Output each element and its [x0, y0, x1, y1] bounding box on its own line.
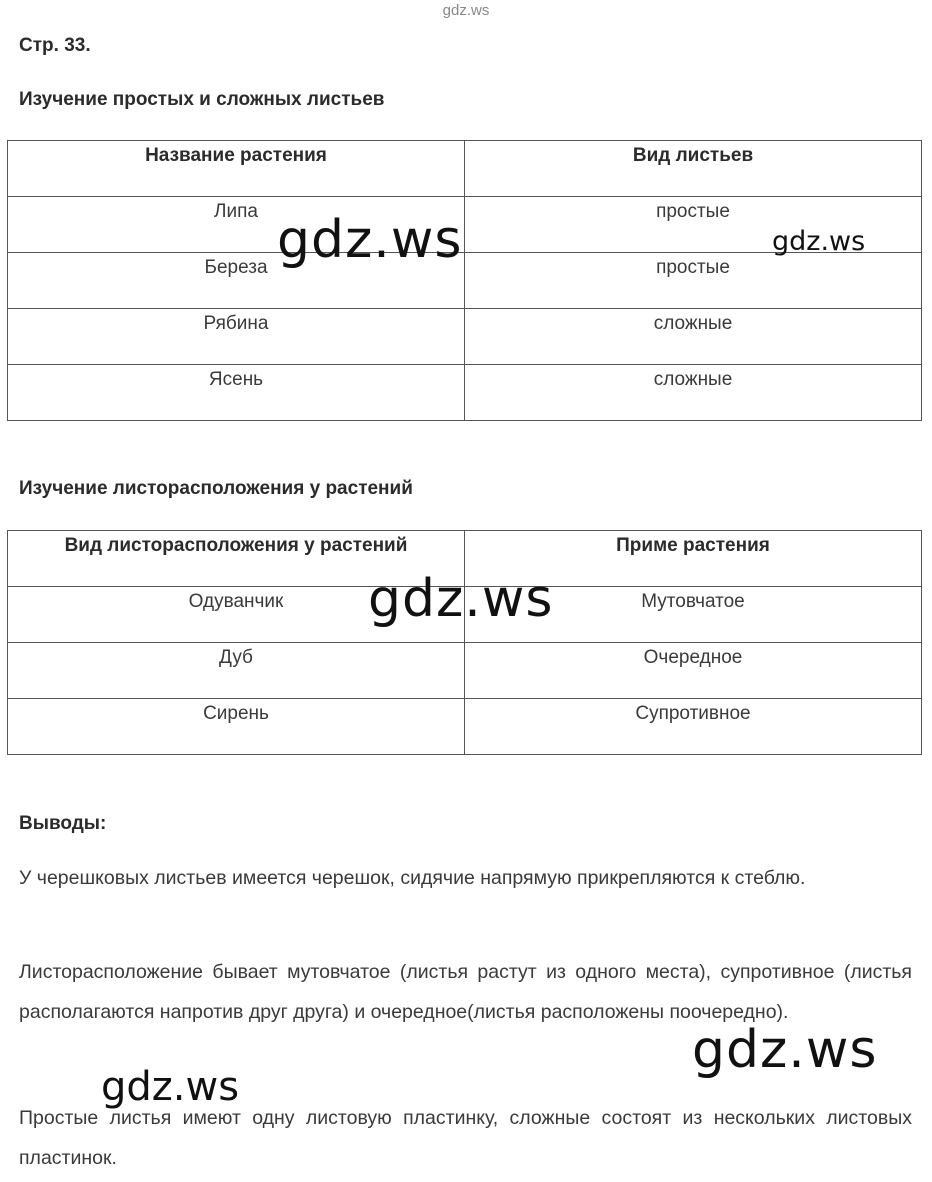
conclusion-paragraph-1: У черешковых листьев имеется черешок, сидячие напрямую прикрепляются к стеблю. — [19, 867, 806, 889]
table-cell: простые — [465, 253, 922, 309]
table-cell: Одуванчик — [8, 587, 465, 643]
column-header-plant-example: Приме растения — [465, 531, 922, 587]
table-cell: Сирень — [8, 699, 465, 755]
table-row — [8, 365, 922, 421]
leaf-arrangement-table — [7, 530, 922, 755]
watermark: gdz.ws — [101, 1064, 240, 1110]
column-header-leaf-type: Вид листьев — [465, 141, 922, 197]
table-row — [8, 699, 922, 755]
table-cell: сложные — [465, 309, 922, 365]
watermark: gdz.ws — [368, 569, 554, 629]
column-header-arrangement-type: Вид листорасположения у растений — [8, 531, 465, 587]
table-cell: Очередное — [465, 643, 922, 699]
watermark: gdz.ws — [772, 226, 866, 257]
table-header-row — [8, 141, 922, 197]
conclusions-heading: Выводы: — [19, 813, 107, 834]
section1-heading: Изучение простых и сложных листьев — [19, 89, 385, 110]
table-cell: сложные — [465, 365, 922, 421]
watermark-top: gdz.ws — [442, 2, 490, 19]
table-cell: Рябина — [8, 309, 465, 365]
conclusion-paragraph-2: Листорасположение бывает мутовчатое (листья растут из одного места), супротивное (листья располагаются напротив друг друга) и очередное(листья расположены поочередно). — [19, 961, 912, 1023]
watermark: gdz.ws — [692, 1020, 878, 1080]
table-row — [8, 309, 922, 365]
table-cell: Липа — [8, 197, 465, 253]
section2-heading: Изучение листорасположения у растений — [19, 478, 413, 499]
table-row — [8, 253, 922, 309]
page-number: Стр. 33. — [19, 35, 91, 56]
simple-compound-leaves-table — [7, 140, 922, 421]
table-cell: Береза — [8, 253, 465, 309]
table-cell: Ясень — [8, 365, 465, 421]
conclusion-paragraph-3: Простые листья имеют одну листовую пластинку, сложные состоят из нескольких листовых пластинок. — [19, 1107, 912, 1169]
table-cell: Дуб — [8, 643, 465, 699]
watermark: gdz.ws — [277, 210, 463, 270]
table-cell: Мутовчатое — [465, 587, 922, 643]
table-cell: Супротивное — [465, 699, 922, 755]
column-header-plant-name: Название растения — [8, 141, 465, 197]
table-row — [8, 643, 922, 699]
table-cell: простые — [465, 197, 922, 253]
